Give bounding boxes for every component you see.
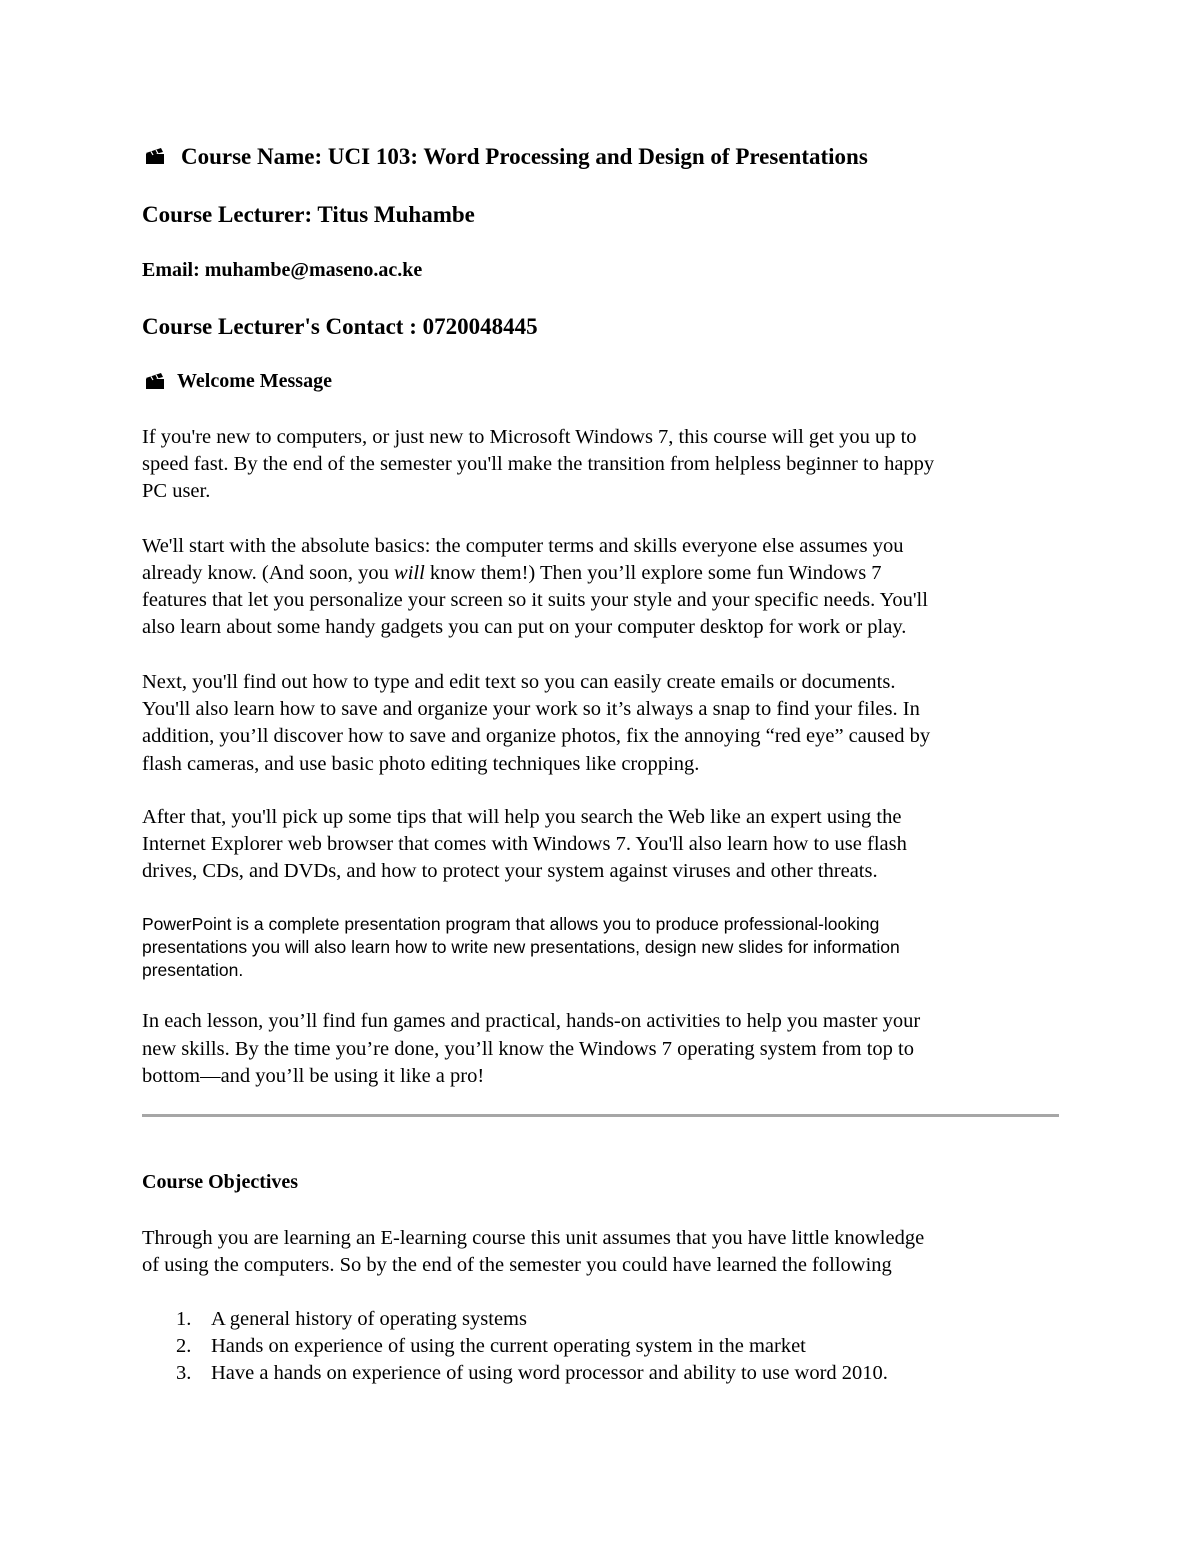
welcome-p2-text: know them!) Then you’ll explore some fun Windows 7	[424, 562, 882, 584]
clapperboard-icon	[145, 373, 165, 390]
welcome-p1-line: PC user.	[142, 480, 211, 502]
list-item: Have a hands on experience of using word processor and ability to use word 2010.	[211, 1362, 888, 1384]
welcome-p4-line: drives, CDs, and DVDs, and how to protect your system against viruses and other threats.	[142, 860, 878, 882]
powerpoint-p-line: PowerPoint is a complete presentation program that allows you to produce professional-looking	[142, 914, 880, 934]
welcome-p2-line: features that let you personalize your screen so it suits your style and your specific needs. You'll	[142, 589, 928, 611]
welcome-p4-line: Internet Explorer web browser that comes with Windows 7. You'll also learn how to use flash	[142, 833, 907, 855]
list-item-number: 2.	[176, 1335, 192, 1357]
list-item-number: 3.	[176, 1362, 192, 1384]
powerpoint-p-line: presentations you will also learn how to write new presentations, design new slides for information	[142, 937, 900, 957]
email-line: Email: muhambe@maseno.ac.ke	[142, 259, 423, 281]
course-lecturer-heading: Course Lecturer: Titus Muhambe	[142, 202, 475, 227]
welcome-p1-line: speed fast. By the end of the semester you'll make the transition from helpless beginner to happy	[142, 453, 935, 475]
list-item: A general history of operating systems	[211, 1308, 527, 1330]
emphasis-text: will	[394, 562, 425, 584]
welcome-p4-line: After that, you'll pick up some tips that will help you search the Web like an expert using the	[142, 806, 902, 828]
welcome-p3-line: flash cameras, and use basic photo editing techniques like cropping.	[142, 753, 700, 775]
objectives-intro-line: Through you are learning an E-learning course this unit assumes that you have little knowledge	[142, 1227, 925, 1249]
welcome-p6-line: In each lesson, you’ll find fun games and practical, hands-on activities to help you master your	[142, 1010, 921, 1032]
course-name-heading: Course Name: UCI 103: Word Processing and Design of Presentations	[181, 144, 868, 169]
welcome-p2-line	[142, 562, 882, 585]
objectives-intro-line: of using the computers. So by the end of the semester you could have learned the following	[142, 1254, 892, 1276]
contact-heading: Course Lecturer's Contact : 0720048445	[142, 314, 538, 339]
list-item: Hands on experience of using the current operating system in the market	[211, 1335, 806, 1357]
welcome-p3-line: addition, you’ll discover how to save and organize photos, fix the annoying “red eye” caused by	[142, 725, 931, 747]
welcome-p2-line: also learn about some handy gadgets you can put on your computer desktop for work or play.	[142, 616, 907, 638]
welcome-heading: Welcome Message	[177, 370, 332, 392]
welcome-p3-line: Next, you'll find out how to type and edit text so you can easily create emails or documents.	[142, 671, 896, 693]
welcome-p2-text: already know. (And soon, you	[142, 562, 395, 584]
welcome-p1-line: If you're new to computers, or just new to Microsoft Windows 7, this course will get you up to	[142, 426, 917, 448]
clapperboard-icon	[145, 148, 165, 165]
welcome-p6-line: new skills. By the time you’re done, you’ll know the Windows 7 operating system from top to	[142, 1038, 915, 1060]
welcome-p3-line: You'll also learn how to save and organize your work so it’s always a snap to find your files. In	[142, 698, 920, 720]
horizontal-rule	[142, 1114, 1059, 1117]
powerpoint-p-line: presentation.	[142, 960, 244, 980]
welcome-p2-line: We'll start with the absolute basics: the computer terms and skills everyone else assumes you	[142, 535, 904, 557]
list-item-number: 1.	[176, 1308, 192, 1330]
objectives-heading: Course Objectives	[142, 1171, 299, 1193]
welcome-p6-line: bottom—and you’ll be using it like a pro!	[142, 1065, 485, 1087]
